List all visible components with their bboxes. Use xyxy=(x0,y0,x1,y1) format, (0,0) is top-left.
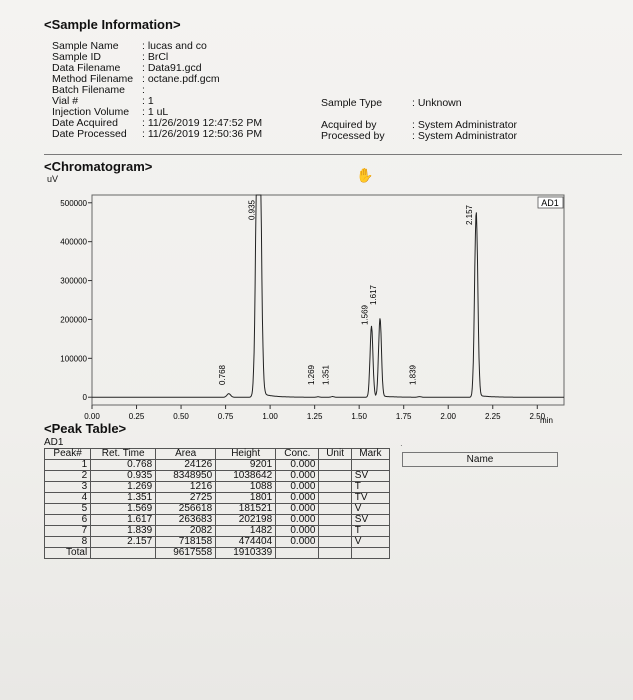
peak-number-cell: 1 xyxy=(45,460,91,471)
total-label: Total xyxy=(45,548,91,559)
unit-cell xyxy=(319,471,351,482)
x-tick-label: 1.75 xyxy=(395,412,412,421)
height-cell: 9201 xyxy=(216,460,276,471)
mark-cell: V xyxy=(351,537,389,548)
batch-filename-value: : xyxy=(142,84,145,96)
table-row xyxy=(45,537,390,548)
x-tick-label: 0.75 xyxy=(217,412,234,421)
total-conc xyxy=(276,548,319,559)
sample-name-value: : lucas and co xyxy=(142,40,207,52)
height-cell: 1801 xyxy=(216,493,276,504)
x-tick-label: 1.25 xyxy=(306,412,323,421)
area-cell: 263683 xyxy=(156,515,216,526)
ret-time-cell: 1.839 xyxy=(91,526,156,537)
total-area: 9617558 xyxy=(156,548,216,559)
hand-cursor-icon: ✋ xyxy=(356,167,374,183)
injection-volume-value: : 1 uL xyxy=(142,106,169,118)
batch-filename-label: Batch Filename xyxy=(52,84,125,96)
table-row xyxy=(45,493,390,504)
unit-cell xyxy=(319,482,351,493)
y-tick-label: 400000 xyxy=(60,237,87,247)
col-conc: Conc. xyxy=(276,449,319,460)
unit-cell xyxy=(319,504,351,515)
area-cell: 2725 xyxy=(156,493,216,504)
height-cell: 202198 xyxy=(216,515,276,526)
peak-number-cell: 6 xyxy=(45,515,91,526)
sample-id-label: Sample ID xyxy=(52,51,102,63)
x-tick-label: 2.25 xyxy=(484,412,501,421)
sample-name-label: Sample Name xyxy=(52,40,119,52)
peak-table-title: <Peak Table> xyxy=(44,421,127,436)
height-cell: 1088 xyxy=(216,482,276,493)
peak-number-cell: 7 xyxy=(45,526,91,537)
conc-cell: 0.000 xyxy=(276,537,319,548)
height-cell: 474404 xyxy=(216,537,276,548)
y-tick-label: 0 xyxy=(82,393,87,403)
ret-time-cell: 2.157 xyxy=(91,537,156,548)
peak-table-header xyxy=(45,449,390,460)
peak-label: 1.617 xyxy=(369,284,378,306)
conc-cell: 0.000 xyxy=(276,482,319,493)
x-tick-label: 1.50 xyxy=(351,412,367,421)
area-cell: 718158 xyxy=(156,537,216,548)
peak-number-cell: 4 xyxy=(45,493,91,504)
ret-time-cell: 1.351 xyxy=(91,493,156,504)
area-cell: 2082 xyxy=(156,526,216,537)
channel-label: AD1 xyxy=(541,198,559,208)
x-tick-label: 0.00 xyxy=(84,412,100,421)
total-unit xyxy=(319,548,351,559)
x-tick-label: 1.00 xyxy=(262,412,278,421)
col-unit: Unit xyxy=(319,449,351,460)
method-filename-value: : octane.pdf.gcm xyxy=(142,73,220,85)
mark-cell: SV xyxy=(351,515,389,526)
area-cell: 24126 xyxy=(156,460,216,471)
data-filename-value: : Data91.gcd xyxy=(142,62,202,74)
col-name: Name xyxy=(402,452,558,467)
peak-label: 0.935 xyxy=(247,199,257,221)
col-height: Height xyxy=(216,449,276,460)
peak-number-cell: 2 xyxy=(45,471,91,482)
table-row xyxy=(45,482,390,493)
y-tick-label: 500000 xyxy=(60,198,87,208)
height-cell: 181521 xyxy=(216,504,276,515)
date-acquired-label: Date Acquired xyxy=(52,117,118,129)
conc-cell: 0.000 xyxy=(276,460,319,471)
method-filename-label: Method Filename xyxy=(52,73,134,85)
data-filename-label: Data Filename xyxy=(52,62,121,74)
ret-time-cell: 0.768 xyxy=(91,460,156,471)
mark-cell: T xyxy=(351,526,389,537)
processed-by-label: Processed by xyxy=(321,130,385,142)
date-processed-label: Date Processed xyxy=(52,128,127,140)
conc-cell: 0.000 xyxy=(276,504,319,515)
unit-cell xyxy=(319,515,351,526)
vial-label: Vial # xyxy=(52,95,79,107)
processed-by-value: : System Administrator xyxy=(412,130,518,142)
unit-cell xyxy=(319,493,351,504)
height-cell: 1038642 xyxy=(216,471,276,482)
y-tick-label: 100000 xyxy=(60,354,87,364)
x-tick-label: 2.00 xyxy=(440,412,457,421)
sample-type-label: Sample Type xyxy=(321,97,383,109)
area-cell: 1216 xyxy=(156,482,216,493)
x-tick-label: 2.50 xyxy=(529,412,546,421)
chromatogram-title: <Chromatogram> xyxy=(44,159,153,174)
peak-number-cell: 8 xyxy=(45,537,91,548)
sample-id-value: : BrCl xyxy=(142,51,169,63)
peak-label: 2.157 xyxy=(465,204,475,226)
peak-label: 1.839 xyxy=(408,364,418,386)
y-unit-label: uV xyxy=(47,174,59,184)
table-row xyxy=(45,504,390,515)
dot-mark: · xyxy=(400,441,403,450)
total-mark xyxy=(351,548,389,559)
sample-type-value: : Unknown xyxy=(412,97,462,109)
ret-time-cell: 0.935 xyxy=(91,471,156,482)
total-rt xyxy=(91,548,156,559)
conc-cell: 0.000 xyxy=(276,515,319,526)
table-row xyxy=(45,526,390,537)
table-row xyxy=(45,460,390,471)
table-row xyxy=(45,515,390,526)
table-row xyxy=(45,471,390,482)
ret-time-cell: 1.617 xyxy=(91,515,156,526)
x-tick-label: 0.50 xyxy=(173,412,189,421)
peak-label: 1.569 xyxy=(360,304,370,326)
table-total-row xyxy=(45,548,390,559)
total-height: 1910339 xyxy=(216,548,276,559)
conc-cell: 0.000 xyxy=(276,493,319,504)
peak-number-cell: 5 xyxy=(45,504,91,515)
mark-cell: T xyxy=(351,482,389,493)
date-processed-value: : 11/26/2019 12:50:36 PM xyxy=(142,128,263,140)
x-unit-label: min xyxy=(540,416,553,425)
mark-cell: V xyxy=(351,504,389,515)
y-tick-label: 200000 xyxy=(60,315,87,325)
ret-time-cell: 1.269 xyxy=(91,482,156,493)
peak-table-channel: AD1 xyxy=(44,437,64,448)
vial-value: : 1 xyxy=(142,95,154,107)
peak-table xyxy=(44,448,390,559)
injection-volume-label: Injection Volume xyxy=(52,106,130,118)
col-ret-time: Ret. Time xyxy=(91,449,156,460)
acquired-by-label: Acquired by xyxy=(321,119,377,131)
peak-label: 0.768 xyxy=(217,364,227,386)
x-tick-label: 0.25 xyxy=(128,412,145,421)
area-cell: 8348950 xyxy=(156,471,216,482)
sample-info-title: <Sample Information> xyxy=(44,17,181,32)
unit-cell xyxy=(319,460,351,471)
acquired-by-value: : System Administrator xyxy=(412,119,518,131)
ret-time-cell: 1.569 xyxy=(91,504,156,515)
col-area: Area xyxy=(156,449,216,460)
mark-cell: SV xyxy=(351,471,389,482)
area-cell: 256618 xyxy=(156,504,216,515)
peak-label: 1.351 xyxy=(321,364,331,386)
y-tick-label: 300000 xyxy=(60,276,87,286)
mark-cell xyxy=(351,460,389,471)
date-acquired-value: : 11/26/2019 12:47:52 PM xyxy=(142,117,263,129)
conc-cell: 0.000 xyxy=(276,471,319,482)
peak-number-cell: 3 xyxy=(45,482,91,493)
conc-cell: 0.000 xyxy=(276,526,319,537)
col-peak: Peak# xyxy=(45,449,91,460)
unit-cell xyxy=(319,526,351,537)
unit-cell xyxy=(319,537,351,548)
peak-label: 1.269 xyxy=(307,364,316,386)
col-mark: Mark xyxy=(351,449,389,460)
mark-cell: TV xyxy=(351,493,389,504)
height-cell: 1482 xyxy=(216,526,276,537)
